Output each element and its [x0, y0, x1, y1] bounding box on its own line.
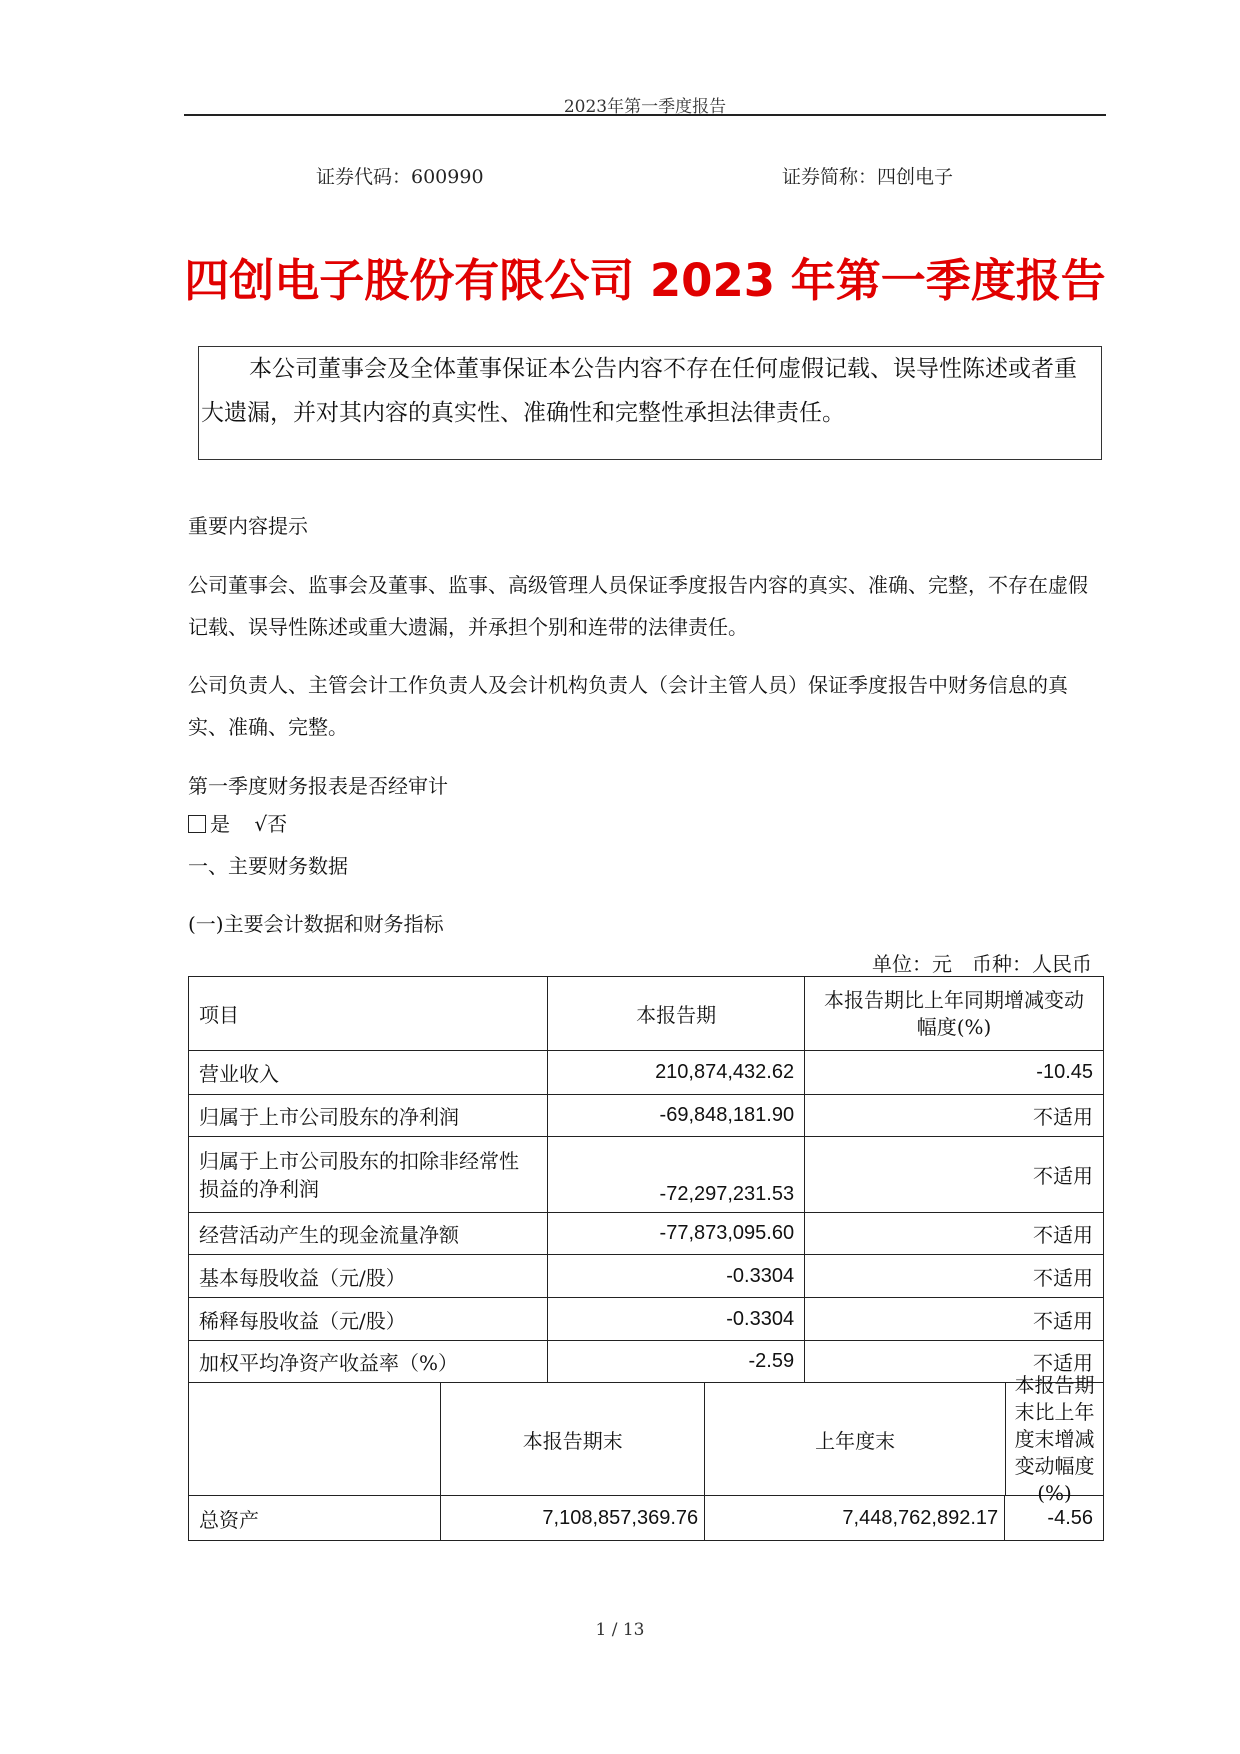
row-item: 稀释每股收益（元/股）	[189, 1298, 548, 1341]
securities-short-name: 证券简称：四创电子	[782, 166, 954, 188]
table-row	[189, 1051, 1104, 1095]
row-current: 210,874,432.62	[548, 1051, 805, 1095]
board-notice-text: 本公司董事会及全体董事保证本公告内容不存在任何虚假记载、误导性陈述或者重大遗漏，并对其内容的真实性、准确性和完整性承担法律责任。	[201, 356, 1077, 426]
header-item: 项目	[189, 977, 548, 1051]
row-item: 归属于上市公司股东的扣除非经常性损益的净利润	[189, 1137, 548, 1213]
audit-yes-label: 是	[210, 812, 230, 836]
header2-last-year-end: 上年度末	[705, 1383, 1006, 1495]
header2-period-end: 本报告期末	[441, 1383, 705, 1496]
report-title: 四创电子股份有限公司 2023 年第一季度报告	[184, 254, 1106, 307]
securities-code: 证券代码：600990	[316, 166, 484, 188]
row-change: 不适用	[805, 1213, 1104, 1255]
table-row	[189, 1298, 1104, 1341]
audit-no-label: √否	[254, 812, 288, 836]
row-current: -77,873,095.60	[548, 1213, 805, 1255]
row-change: 不适用	[805, 1095, 1104, 1137]
header-rule	[184, 114, 1106, 116]
row-item: 归属于上市公司股东的净利润	[189, 1095, 548, 1137]
row-item: 营业收入	[189, 1051, 548, 1095]
audit-yes-checkbox[interactable]	[188, 815, 206, 833]
row2-split-inner	[705, 1496, 1103, 1540]
row-change: -4.56	[1047, 1506, 1093, 1529]
table-header-row	[189, 977, 1104, 1051]
row-current: -72,297,231.53	[548, 1137, 805, 1213]
table-row	[189, 1341, 1104, 1383]
row-item: 总资产	[189, 1496, 441, 1541]
row2-split	[705, 1496, 1104, 1541]
row-item: 加权平均净资产收益率（%）	[189, 1341, 548, 1383]
important-heading: 重要内容提示	[188, 514, 308, 538]
audit-question: 第一季度财务报表是否经审计	[188, 774, 448, 798]
header2-split	[705, 1372, 1104, 1505]
table-row	[189, 1213, 1104, 1255]
section-heading: 一、主要财务数据	[188, 854, 348, 878]
row-change: 不适用	[805, 1255, 1104, 1298]
financial-indicators-table	[188, 976, 1104, 1541]
board-notice-box	[198, 346, 1102, 460]
important-para-2: 公司负责人、主管会计工作负责人及会计机构负责人（会计主管人员）保证季度报告中财务信息的真实、准确、完整。	[188, 673, 1068, 739]
unit-currency-note: 单位：元 币种：人民币	[872, 952, 1092, 976]
row-period-end: 7,108,857,369.76	[441, 1496, 705, 1541]
table-row	[189, 1496, 1104, 1541]
header2-item	[189, 1383, 441, 1496]
row-current: -2.59	[548, 1341, 805, 1383]
row-change: 不适用	[805, 1298, 1104, 1341]
row-item: 基本每股收益（元/股）	[189, 1255, 548, 1298]
running-header: 2023年第一季度报告	[563, 97, 727, 117]
row-last-year-end: 7,448,762,892.17	[705, 1496, 1005, 1540]
table-row	[189, 1255, 1104, 1298]
page-number: 1 / 13	[595, 1620, 645, 1640]
row-item: 经营活动产生的现金流量净额	[189, 1213, 548, 1255]
header-current: 本报告期	[548, 977, 805, 1051]
row-current: -0.3304	[548, 1255, 805, 1298]
row-current: -0.3304	[548, 1298, 805, 1341]
row-current: -69,848,181.90	[548, 1095, 805, 1137]
row-change: 不适用	[805, 1341, 1104, 1383]
row-change: 不适用	[805, 1137, 1104, 1213]
subsection-heading: (一)主要会计数据和财务指标	[188, 912, 444, 936]
table-header-row-2	[189, 1383, 1104, 1496]
important-para-1: 公司董事会、监事会及董事、监事、高级管理人员保证季度报告内容的真实、准确、完整，不存在虚假记载、误导性陈述或重大遗漏，并承担个别和连带的法律责任。	[188, 573, 1088, 639]
table-row	[189, 1137, 1104, 1213]
table-row	[189, 1095, 1104, 1137]
header-change: 本报告期比上年同期增减变动幅度(%)	[805, 977, 1104, 1051]
header2-change: 本报告期末比上年度末增减变动幅度(%)	[1014, 1372, 1095, 1505]
audit-options	[188, 808, 287, 837]
row-change: -10.45	[805, 1051, 1104, 1095]
header2-split-inner	[705, 1372, 1103, 1505]
